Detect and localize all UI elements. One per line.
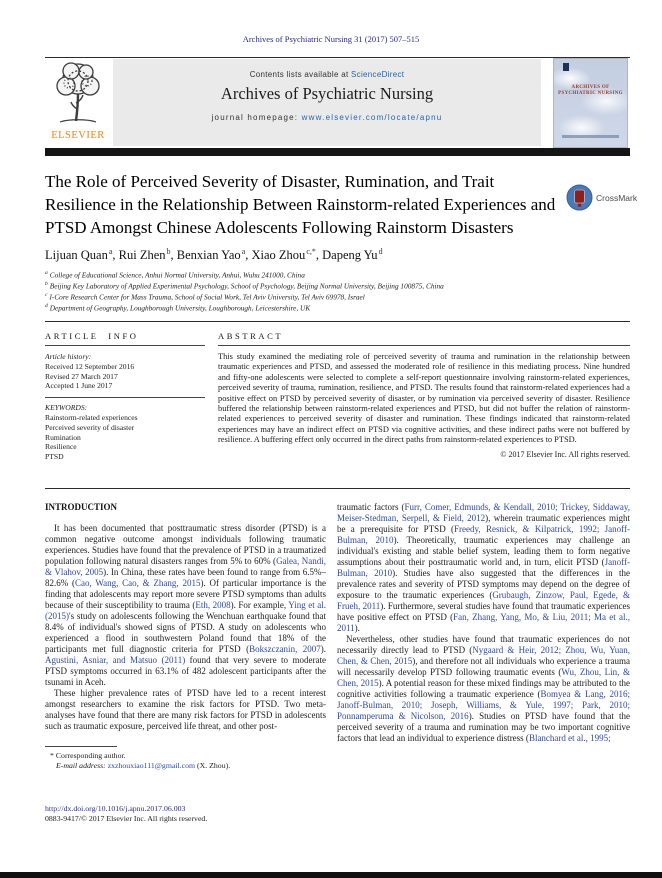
homepage-link[interactable]: www.elsevier.com/locate/apnu [301,113,443,122]
email-label: E-mail address: [56,761,108,770]
author-separator: , [315,248,323,263]
email-link[interactable]: zxzhouxiao111@gmail.com [107,761,196,770]
citation-link[interactable]: Bomyea & Lang, 2016; Janoff-Bulman, 2010; Joseph, Williams, & Yule, 1997; Park, 2010; Ponnamperuma & Nicolson, 2016 [337,689,630,721]
crossmark-icon [566,184,593,211]
footnote-line: * Corresponding author. [50,751,126,760]
body-text: ). Studies have also suggested that the differences in the prevalence rates and severity of PTSD symptoms may depend on the degree of exposure to the traumatic experiences ( [337,568,631,600]
crossmark-label: CrossMark [596,192,638,203]
body-paragraph [45,523,326,688]
affiliation [45,302,444,313]
cover-logo-mark [563,63,569,71]
body-text: ). For example, [230,600,289,610]
citation-link[interactable]: Furr, Comer, Edmunds, & Kendall, 2010; Trickey, Siddaway, Meiser-Stedman, Serpell, & Field, 2012 [337,502,630,523]
citation-link[interactable]: Bokszczanin, 2007 [249,644,321,654]
affiliation [45,291,444,302]
body-text: ). Theoretically, traumatic experiences may challenge an individual's existing and stable belief system, leading them to form negative assumptions about their posttraumatic world and, in turn, elicit PTSD ( [337,535,631,567]
affil-text: Beijing Key Laboratory of Applied Experimental Psychology, School of Psychology, Beijing Normal University, Beijing 100875, China [49,281,444,291]
author-affil-mark: d [378,247,383,256]
citation-link[interactable]: Fan, Zhang, Yang, Mo, & Liu, 2011; Ma et al., 2011 [337,612,631,633]
citation-link[interactable]: Wu, Zhou, Lin, & Chen, 2015 [337,667,630,688]
body-text: ). In China, these rates have been found to range from 6.5%–82.6% ( [45,567,326,588]
introduction-heading: INTRODUCTION [45,502,118,512]
corresponding-author-footnote [45,746,326,771]
citation-link[interactable]: Agustini, Asniar, and Matsuo (2011) [45,655,186,665]
affil-text: College of Educational Science, Anhui Normal University, Anhui, Wuhu 241000, China [49,270,305,280]
journal-cover-thumbnail[interactable] [553,58,628,148]
affil-text: I-Core Research Center for Mass Trauma, School of Social Work, Tel Aviv University, Tel Aviv 69978, Israel [49,292,365,302]
body-text: ). Studies on PTSD have found that the perceived severity of a trauma and rumination may be two important cognitive factors that lead an individual to experience distress ( [337,711,630,743]
affiliation-list [45,269,444,314]
body-text: ), and therefore not all individuals who experience a trauma will necessarily develop PTSD following traumatic events ( [337,656,630,677]
section-rule-bottom [45,488,630,489]
affiliation [45,280,444,291]
article-history-block [45,346,205,462]
article-info-heading: ARTICLE INFO [45,331,205,346]
section-rule-top [45,321,630,322]
body-text: ). [354,623,360,633]
author [45,248,119,262]
affil-mark: b [45,281,48,288]
body-paragraph [337,502,630,634]
page-bottom-edge [0,872,662,878]
affil-mark: c [45,292,48,299]
affil-mark: a [45,270,48,276]
body-text: ). Of particular importance is the finding that adolescents may report more severe PTSD symptoms than adults because of their susceptibility to trauma ( [45,578,326,610]
author-separator: , [245,248,252,263]
crossmark-badge[interactable] [566,184,637,211]
abstract-column [218,331,630,459]
contents-prefix: Contents lists available at [249,70,352,79]
body-text: Nevertheless, other studies have found that traumatic experiences do not necessarily directly lead to PTSD ( [337,634,630,655]
homepage-line [113,113,541,122]
body-text: ). Furthermore, several studies have found that traumatic experiences have positive effect on PTSD ( [337,601,630,622]
body-text: 's study on adolescents following the Wenchuan earthquake found that 8.4% of individual's showed signs of PTSD. A study on adolescents who experienced a flood in southwestern Poland found that 18% of the participants met full diagnostic criteria for PTSD ( [45,611,326,654]
author-name: Benxian Yao [176,248,241,263]
body-column-right [337,502,630,744]
affil-mark: d [45,303,48,310]
abstract-text: This study examined the mediating role of perceived severity of trauma and rumination in the relationship between traumatic experiences and PTSD, and assessed the moderated role of resilience in this mediating process. Nine hundred and fifty-one adolescents were selected to complete a self-report questionnaire involving rainstorm-related experiences, perceived severity of trauma, rumination, resilience, and PTSD. The results found that rainstorm-related experiences had a positive effect on PTSD by perceived severity of disaster, or by rumination via perceived severity of disaster. Resilience buffered the relationship between rainstorm-related experiences and PTSD, but did not buffer the relation of rainstorm-related experiences to perceived severity of disaster and rumination. These findings indicated that rainstorm-related experiences may have an indirect effect on PTSD via cognitive activities, and these indirect paths were not buffered by resilience. A buffering effect only occurred in the direct paths from rainstorm-related experiences to PTSD. [218,352,630,445]
body-text: found that very severe to moderate PTSD symptoms occurred in 63.1% of 482 adolescent participants after the tsunami in Aceh. [45,655,327,687]
affiliation [45,269,444,280]
journal-title: Archives of Psychiatric Nursing [220,84,434,103]
author-list [45,247,383,263]
citation-link[interactable]: Grubaugh, Zinzow, Paul, Egede, & Frueh, 2011 [337,590,630,611]
header-divider-bar [45,148,630,156]
author-affil-mark: a [108,247,113,256]
author [252,248,323,262]
author-separator: , [112,248,119,263]
doi-link[interactable]: http://dx.doi.org/10.1016/j.apnu.2017.06.003 [45,804,186,813]
author [177,248,252,262]
journal-banner [113,59,541,146]
keyword: Rumination [45,432,81,442]
citation-link[interactable]: Galea, Nandi, & Vlahov, 2005 [45,556,326,577]
author [119,248,177,262]
elsevier-tree-icon [50,59,106,127]
author-affil-mark: b [166,247,171,256]
body-text: ). [320,644,327,654]
email-suffix: (X. Zhou). [195,761,231,770]
author-name: Lijuan Quan [45,248,108,263]
citation-link[interactable]: Eth, 2008 [195,600,231,610]
page-footer [45,804,207,824]
citation-link[interactable]: Freedy, Resnick, & Kilpatrick, 1992; Janoff-Bulman, 2010 [337,524,630,545]
body-paragraph [45,688,326,732]
cover-title: ARCHIVES OF PSYCHIATRIC NURSING [558,85,623,96]
author [322,248,382,262]
body-text: ), wherein traumatic experiences might be a prerequisite for PTSD ( [337,513,630,534]
citation-link[interactable]: Nygaard & Heir, 2012; Zhou, Wu, Yuan, Chen, & Chen, 2015 [337,645,631,666]
homepage-prefix: journal homepage: [211,113,302,122]
author-affil-mark: c,* [306,247,316,256]
author-affil-mark: a [241,247,246,256]
author-name: Rui Zhen [118,248,166,263]
journal-reference: Archives of Psychiatric Nursing 31 (2017) 507–515 [242,34,420,44]
keywords-label: KEYWORDS: [45,403,88,413]
issn-copyright-line: 0883-9417/© 2017 Elsevier Inc. All rights reserved. [45,814,208,823]
body-text: These higher prevalence rates of PTSD have led to a recent interest amongst researchers to examine the risk factors for PTSD. Two meta-analyses have found that there are many risk factors for PTSD in adolescents such as traumatic exposure, perceived life threat, and other post- [45,688,326,731]
citation-link[interactable]: Janoff-Bulman, 2010 [337,557,630,578]
body-text: ). A potential reason for these mixed findings may be attributed to the cognitive activities following a traumatic experience ( [337,678,630,699]
history-item: Received 12 September 2016 [45,361,135,371]
keyword: PTSD [45,452,64,462]
citation-link[interactable]: Ying et al. (2015) [45,600,327,621]
header-top-rule [45,57,630,58]
abstract-copyright: © 2017 Elsevier Inc. All rights reserved. [500,449,630,459]
cover-footer-strip [562,135,619,138]
footnote-email-line [45,761,326,771]
keyword: Perceived severity of disaster [45,422,135,432]
author-name: Dapeng Yu [322,248,378,263]
keyword: Resilience [45,442,77,452]
author-separator: , [170,248,177,263]
article-history-label: Article history: [45,352,92,361]
sciencedirect-link[interactable]: ScienceDirect [351,70,405,79]
author-name: Xiao Zhou [251,248,306,263]
keywords-block [45,397,205,462]
citation-link[interactable]: Blanchard et al., 1995; [528,733,611,743]
article-info-column [45,331,205,462]
abstract-heading: ABSTRACT [218,331,630,346]
body-paragraph [337,634,630,744]
contents-line [113,70,541,79]
article-title: The Role of Perceived Severity of Disaster, Rumination, and Trait Resilience in the Relationship Between Rainstorm-related Experiences and PTSD Amongst Chinese Adolescents Following Rainstorm Disasters [45,172,556,237]
footnote-rule [45,746,117,747]
elsevier-logo[interactable] [45,59,111,146]
history-item: Accepted 1 June 2017 [45,381,113,391]
body-text: It has been documented that posttraumatic stress disorder (PTSD) is a common negative outcome amongst individuals following traumatic experiences. Studies have found that the prevalence of PTSD in a traumatized population following natural disasters ranges from 5% to 60% ( [45,523,326,566]
body-text: traumatic factors ( [337,502,405,512]
citation-link[interactable]: Cao, Wang, Cao, & Zhang, 2015 [75,578,201,588]
keyword: Rainstorm-related experiences [45,412,138,422]
body-column-left [45,502,326,732]
elsevier-wordmark: ELSEVIER [51,130,105,141]
affil-text: Department of Geography, Loughborough University, Loughborough, Leicestershire, UK [49,303,311,313]
history-item: Revised 27 March 2017 [45,371,118,381]
